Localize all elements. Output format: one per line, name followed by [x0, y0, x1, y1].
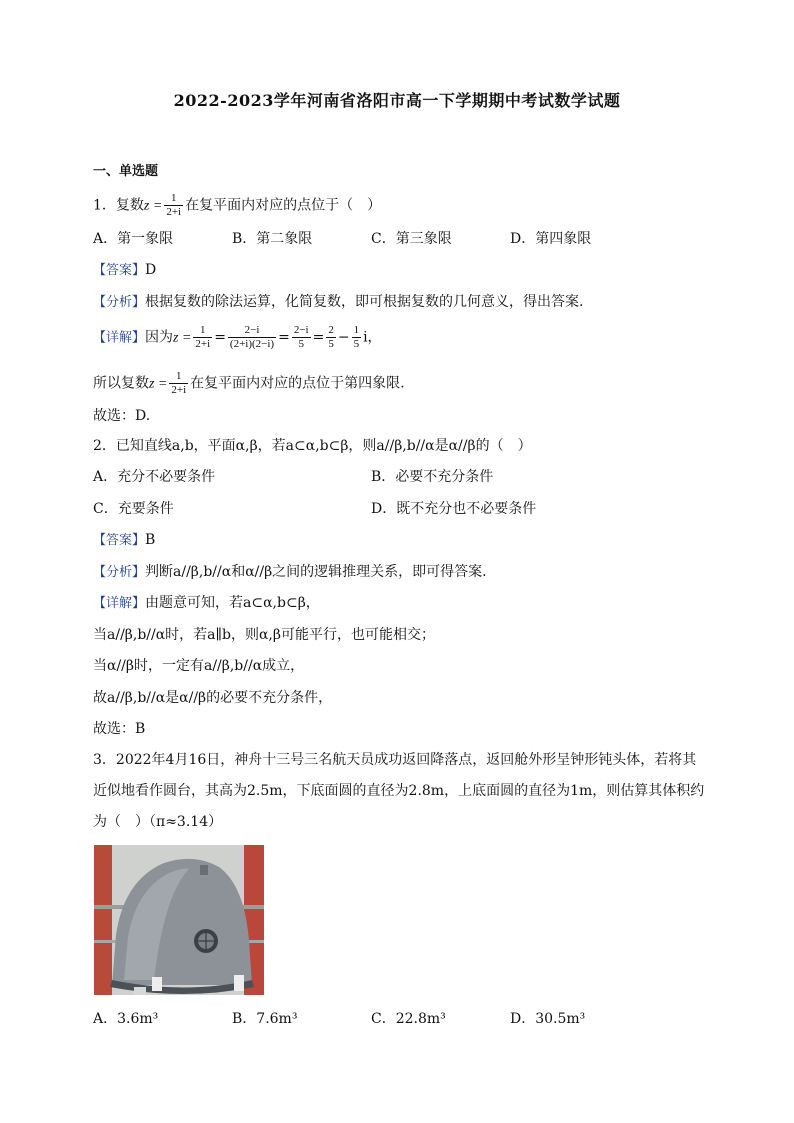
frac-num: 2−i	[228, 324, 276, 338]
detail-tail: i，	[363, 329, 382, 346]
frac-den: 5	[298, 338, 304, 350]
q3-option-d: D．30.5m³	[510, 1011, 586, 1027]
frac-num: 2−i	[293, 324, 309, 336]
so-suffix: 在复平面内对应的点位于第四象限.	[190, 375, 405, 392]
question-1-stem	[93, 192, 381, 219]
so-z: z =	[149, 376, 168, 392]
capsule-image	[94, 845, 264, 995]
q1-option-a: A．第一象限	[93, 231, 174, 247]
q3-option-b: B．7.6m³	[232, 1011, 298, 1027]
analysis-tag: 【分析】	[93, 565, 146, 580]
q2-detail	[93, 593, 320, 614]
q1-detail: 【详解】因为z = $\frac{1}{2+i}$ = $\frac{2-i}{(2+i)(2-i)}$ = $\frac{2-i}{5}$ = $\frac{2}{5}$ − $\frac{1}{5}$ i，	[93, 324, 382, 350]
q1-option-d: D．第四象限	[510, 231, 592, 247]
detail-prefix: 因为	[145, 329, 174, 346]
q3-option-a: A．3.6m³	[93, 1011, 159, 1027]
q2-choose: 故选：B	[93, 721, 146, 737]
frac-den: 5	[353, 338, 360, 350]
detail-frac-3	[292, 324, 311, 351]
answer-tag: 【答案】	[93, 533, 146, 548]
q1-frac-num: 1	[164, 192, 183, 206]
analysis-text: 判断a//β,b//α和α//β之间的逻辑推理关系，即可得答案.	[145, 564, 487, 580]
detail-frac-5	[352, 324, 362, 351]
detail-tag: 【详解】	[93, 330, 146, 346]
frac-den: (2+i)(2−i)	[229, 338, 275, 350]
q1-answer	[93, 260, 156, 281]
detail-tag: 【详解】	[93, 596, 146, 611]
answer-value: B	[145, 532, 156, 548]
detail-frac-2	[228, 324, 276, 351]
q1-fraction	[164, 192, 183, 219]
q1-suffix: 在复平面内对应的点位于（ ）	[185, 197, 382, 214]
frac-num: 2	[328, 324, 334, 336]
return-capsule-photo	[94, 845, 264, 995]
q2-analysis	[93, 562, 487, 583]
frac-den: 2+i	[195, 338, 211, 350]
frac-num: 1	[193, 324, 212, 338]
q2-detail-line: 故a//β,b//α是α//β的必要不充分条件，	[93, 690, 333, 706]
answer-tag: 【答案】	[93, 263, 146, 278]
detail-line: 由题意可知，若a⊂α,b⊂β，	[145, 595, 320, 611]
question-3-stem-line: 近似地看作圆台，其高为2.5m，下底面圆的直径为2.8m，上底面圆的直径为1m，则估算其体积约	[93, 783, 705, 799]
section-heading: 一、单选题	[93, 164, 159, 179]
answer-value: D	[145, 262, 157, 278]
q1-prefix: 1．复数	[93, 197, 144, 214]
question-3-stem-line: 3．2022年4月16日，神舟十三号三名航天员成功返回降落点，返回舱外形呈钟形钝头体，若将其	[93, 752, 697, 768]
question-3-stem-line: 为（ ）（π≈3.14）	[93, 814, 223, 830]
analysis-text: 根据复数的除法运算，化简复数，即可根据复数的几何意义，得出答案.	[145, 294, 584, 310]
q1-analysis	[93, 292, 583, 313]
detail-z: z =	[173, 330, 192, 346]
q2-option-a: A．充分不必要条件	[93, 469, 216, 485]
frac-num: 1	[353, 324, 360, 336]
q1-option-b: B．第二象限	[232, 231, 313, 247]
page-title: 2022-2023学年河南省洛阳市高一下学期期中考试数学试题	[173, 91, 621, 110]
q2-option-b: B．必要不充分条件	[371, 469, 494, 485]
frac-num: 1	[169, 370, 188, 384]
q2-option-d: D．既不充分也不必要条件	[371, 501, 537, 517]
detail-minus: −	[337, 329, 350, 346]
q1-z: z =	[143, 198, 163, 214]
q1-conclusion	[93, 370, 405, 397]
q2-detail-line: 当a//β,b//α时，若a∥b，则α,β可能平行，也可能相交；	[93, 627, 435, 643]
q2-detail-line: 当α//β时，一定有a//β,b//α成立，	[93, 658, 305, 674]
frac-den: 5	[328, 338, 334, 350]
so-fraction	[169, 370, 188, 397]
detail-frac-4	[326, 324, 336, 351]
analysis-tag: 【分析】	[93, 295, 146, 310]
q1-choose: 故选：D.	[93, 408, 151, 424]
q2-answer	[93, 530, 155, 551]
detail-frac-1	[193, 324, 212, 351]
so-prefix: 所以复数	[93, 375, 149, 392]
q3-option-c: C．22.8m³	[371, 1011, 446, 1027]
frac-den: 2+i	[171, 384, 187, 396]
question-2-stem: 2．已知直线a,b，平面α,β，若a⊂α,b⊂β，则a//β,b//α是α//β的（ ）	[93, 438, 532, 454]
q1-option-c: C．第三象限	[371, 231, 452, 247]
q2-option-c: C．充要条件	[93, 501, 174, 517]
q1-frac-den: 2+i	[166, 206, 182, 218]
